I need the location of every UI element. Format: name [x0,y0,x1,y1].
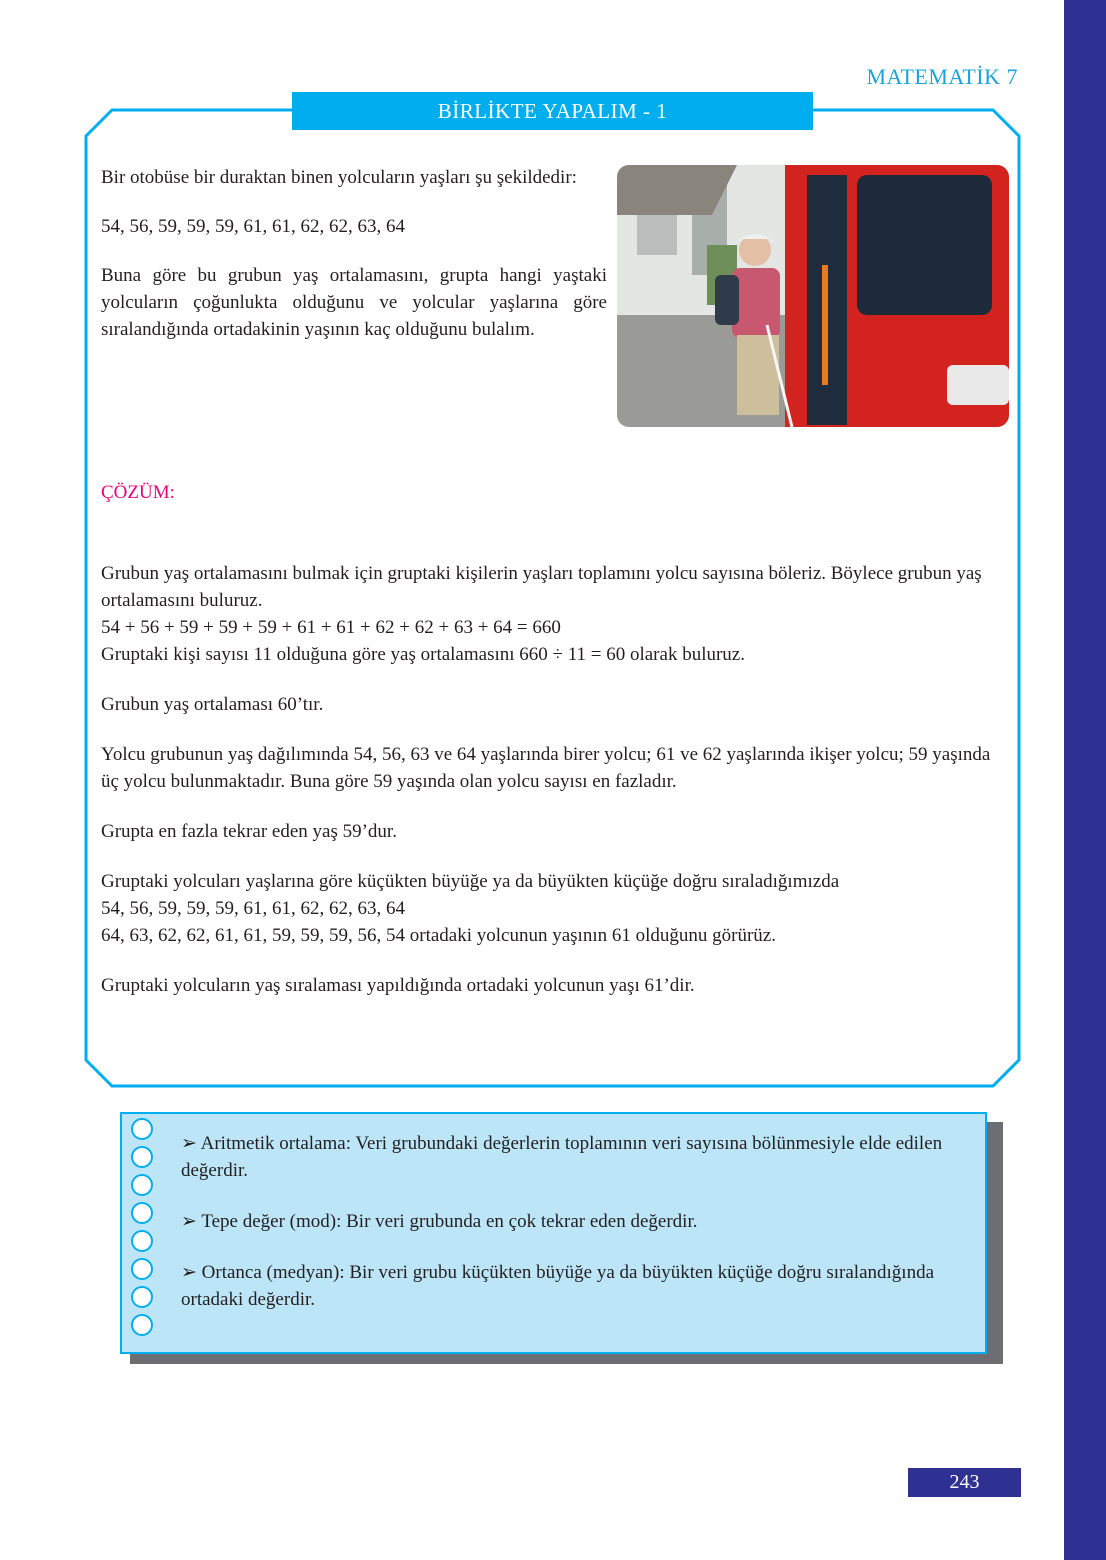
solution-body [101,560,1011,1022]
definitions [181,1130,951,1337]
median-result: Gruptaki yolcuların yaş sıralaması yapıldığında ortadaki yolcunun yaşı 61’dir. [101,975,695,996]
ring-icon [131,1146,153,1168]
ring-icon [131,1286,153,1308]
solution-paragraph-mean [101,560,1011,668]
solution-label: ÇÖZÜM: [101,482,175,503]
section-title: BİRLİKTE YAPALIM - 1 [292,92,813,130]
ascending-list: 54, 56, 59, 59, 59, 61, 61, 62, 62, 63, 64 [101,898,405,919]
definition-median: ➢ Ortanca (medyan): Bir veri grubu küçükten büyüğe ya da büyükten küçüğe doğru sıralandığında ortadaki değerdir. [181,1262,935,1310]
page-number: 243 [908,1468,1021,1497]
problem-statement [101,164,607,365]
mean-result: Grubun yaş ortalaması 60’tır. [101,694,324,715]
ring-icon [131,1230,153,1252]
ring-icon [131,1314,153,1336]
ring-icon [131,1174,153,1196]
definition-mean: ➢ Aritmetik ortalama: Veri grubundaki değerlerin toplamının veri sayısına bölünmesiyle elde edilen değerdir. [181,1133,943,1181]
definition-mode: ➢ Tepe değer (mod): Bir veri grubunda en çok tekrar eden değerdir. [181,1211,698,1232]
problem-line: Bir otobüse bir duraktan binen yolcuların yaşları şu şekildedir: [101,167,577,188]
ages-list: 54, 56, 59, 59, 59, 61, 61, 62, 62, 63, 64 [101,216,405,237]
ring-icon [131,1118,153,1140]
sum-equation: 54 + 56 + 59 + 59 + 59 + 61 + 61 + 62 + 62 + 63 + 64 = 660 [101,617,561,638]
notebook-rings [131,1118,155,1342]
side-color-bar [1064,0,1106,1560]
sorting-explanation: Gruptaki yolcuları yaşlarına göre küçükten büyüğe ya da büyükten küçüğe doğru sıraladığımızda [101,871,840,892]
descending-list: 64, 63, 62, 62, 61, 61, 59, 59, 59, 56, 54 ortadaki yolcunun yaşının 61 olduğunu görürüz. [101,925,776,946]
mode-result: Grupta en fazla tekrar eden yaş 59’dur. [101,821,397,842]
distribution-explanation: Yolcu grubunun yaş dağılımında 54, 56, 63 ve 64 yaşlarında birer yolcu; 61 ve 62 yaşlarında ikişer yolcu; 59 yaşında üç yolcu bulunmaktadır. Buna göre 59 yaşında olan yolcu sayısı en fazladır. [101,744,991,792]
ring-icon [131,1202,153,1224]
bus-photo [617,165,1009,427]
mean-explanation: Grubun yaş ortalamasını bulmak için gruptaki kişilerin yaşları toplamını yolcu sayısına böleriz. Böylece grubun yaş ortalamasını buluruz. [101,563,982,611]
ring-icon [131,1258,153,1280]
problem-question: Buna göre bu grubun yaş ortalamasını, grupta hangi yaştaki yolcuların çoğunlukta olduğunu ve yolcular yaşlarına göre sıralandığında ortadakinin yaşının kaç olduğunu bulalım. [101,265,607,340]
solution-paragraph-median [101,868,1011,949]
division-equation: Gruptaki kişi sayısı 11 olduğuna göre yaş ortalamasını 660 ÷ 11 = 60 olarak buluruz. [101,644,745,665]
subject-header: MATEMATİK 7 [866,64,1018,89]
